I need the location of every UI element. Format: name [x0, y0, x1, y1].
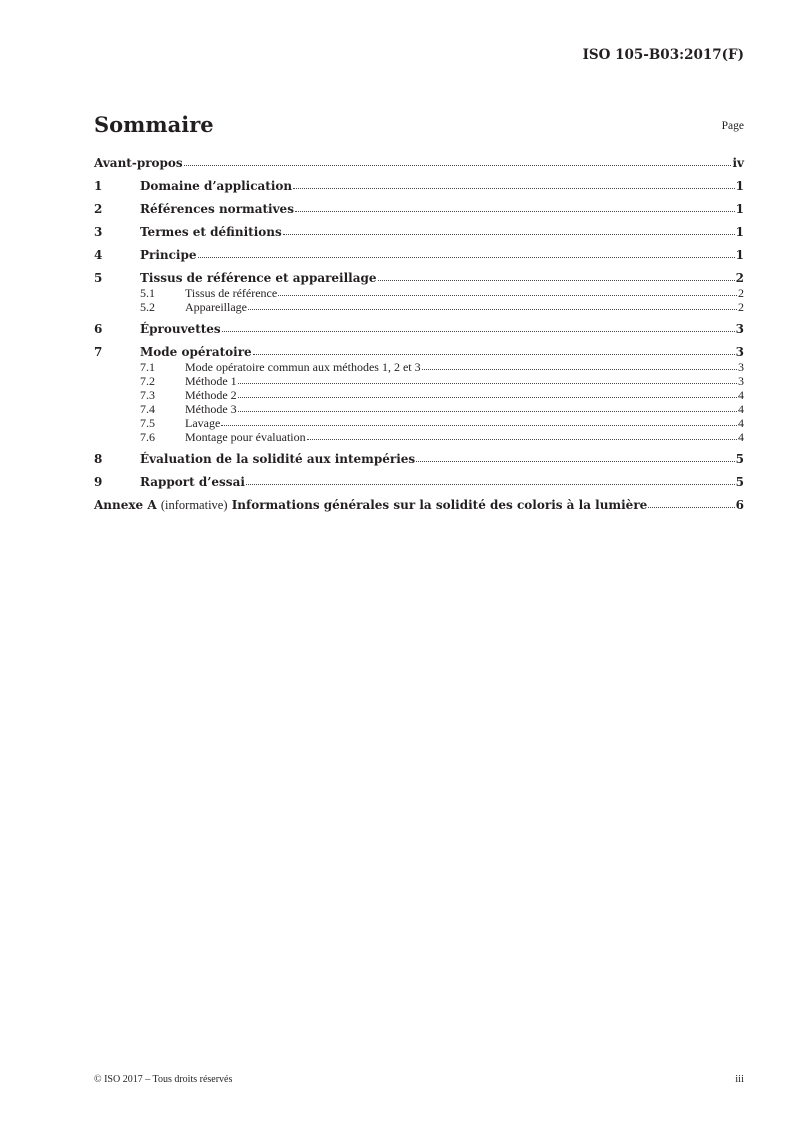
dot-leader [253, 354, 735, 355]
toc-subentry-page: 2 [738, 300, 744, 314]
dot-leader [184, 165, 732, 166]
toc-subentry-number: 5.2 [140, 300, 155, 314]
footer-copyright: © ISO 2017 – Tous droits réservés [94, 1074, 233, 1085]
footer-page-number: iii [735, 1074, 744, 1085]
toc-subentry-page: 4 [738, 430, 744, 444]
dot-leader [246, 484, 735, 485]
annex-prefix: Annexe A [94, 498, 157, 512]
toc-entry-3[interactable] [94, 224, 744, 240]
toc-subentry-label: Appareillage [185, 300, 247, 314]
toc-entry-4[interactable] [94, 247, 744, 263]
toc-subentry-7-4[interactable] [94, 402, 744, 416]
toc-entry-7[interactable] [94, 344, 744, 360]
toc-subentry-number: 7.5 [140, 416, 155, 430]
annex-type: (informative) [160, 498, 228, 512]
annex-label: Informations générales sur la solidité des coloris à la lumière [231, 498, 648, 512]
toc-entry-number: 7 [94, 345, 103, 359]
toc-entry-1[interactable] [94, 178, 744, 194]
toc-subentry-number: 7.3 [140, 388, 155, 402]
toc-subentry-7-3[interactable] [94, 388, 744, 402]
dot-leader [248, 309, 737, 310]
toc-subentry-page: 4 [738, 388, 744, 402]
dot-leader [295, 211, 735, 212]
toc-entry-page: 1 [735, 202, 744, 216]
toc-subentry-label: Mode opératoire commun aux méthodes 1, 2 et 3 [185, 360, 421, 374]
toc-subentry-page: 3 [738, 374, 744, 388]
toc-subentry-label: Méthode 3 [185, 402, 237, 416]
dot-leader [238, 411, 737, 412]
toc-entry-number: 6 [94, 322, 103, 336]
toc-entry-label: Principe [140, 248, 197, 262]
toc-entry-label: Domaine d’application [140, 179, 293, 193]
toc-subentry-label: Montage pour évaluation [185, 430, 306, 444]
table-of-contents [94, 155, 744, 513]
toc-subentry-5-1[interactable] [94, 286, 744, 300]
toc-entry-page: iv [732, 156, 744, 170]
toc-entry-label: Tissus de référence et appareillage [140, 271, 377, 285]
toc-subentry-7-5[interactable] [94, 416, 744, 430]
toc-entry-label: Rapport d’essai [140, 475, 245, 489]
toc-entry-number: 8 [94, 452, 103, 466]
toc-title-row [94, 112, 744, 142]
toc-subentry-7-2[interactable] [94, 374, 744, 388]
toc-entry-page: 1 [735, 179, 744, 193]
toc-entry-2[interactable] [94, 201, 744, 217]
toc-entry-8[interactable] [94, 451, 744, 467]
toc-entry-6[interactable] [94, 321, 744, 337]
toc-subentry-label: Lavage [185, 416, 221, 430]
toc-entry-page: 1 [735, 225, 744, 239]
toc-entry-foreword[interactable] [94, 155, 744, 171]
dot-leader [238, 383, 737, 384]
dot-leader [648, 507, 734, 508]
toc-entry-9[interactable] [94, 474, 744, 490]
dot-leader [293, 188, 735, 189]
dot-leader [238, 397, 737, 398]
toc-title: Sommaire [94, 112, 214, 137]
toc-entry-label: Évaluation de la solidité aux intempéries [140, 452, 416, 466]
toc-subentry-page: 4 [738, 416, 744, 430]
toc-entry-5[interactable] [94, 270, 744, 286]
toc-entry-number: 4 [94, 248, 103, 262]
dot-leader [422, 369, 737, 370]
dot-leader [378, 280, 735, 281]
toc-subentry-page: 4 [738, 402, 744, 416]
toc-subentry-page: 3 [738, 360, 744, 374]
toc-subentry-7-1[interactable] [94, 360, 744, 374]
toc-entry-page: 2 [735, 271, 744, 285]
toc-subentry-page: 2 [738, 286, 744, 300]
dot-leader [283, 234, 735, 235]
dot-leader [416, 461, 734, 462]
toc-entry-label: Mode opératoire [140, 345, 252, 359]
toc-subentry-number: 7.1 [140, 360, 155, 374]
page-column-label: Page [721, 120, 744, 132]
toc-entry-page: 3 [735, 322, 744, 336]
toc-entry-number: 1 [94, 179, 103, 193]
dot-leader [198, 257, 735, 258]
dot-leader [307, 439, 737, 440]
toc-entry-annex-a[interactable] [94, 497, 744, 513]
toc-entry-number: 2 [94, 202, 103, 216]
toc-subentry-label: Méthode 1 [185, 374, 237, 388]
dot-leader [278, 295, 737, 296]
toc-entry-page: 3 [735, 345, 744, 359]
toc-entry-number: 9 [94, 475, 103, 489]
toc-subentry-5-2[interactable] [94, 300, 744, 314]
toc-entry-label: Avant-propos [94, 156, 183, 170]
toc-entry-page: 6 [735, 498, 744, 512]
toc-subentry-number: 7.6 [140, 430, 155, 444]
toc-subentry-7-6[interactable] [94, 430, 744, 444]
toc-subentry-number: 7.2 [140, 374, 155, 388]
toc-subentry-label: Tissus de référence [185, 286, 278, 300]
toc-subentry-number: 7.4 [140, 402, 155, 416]
toc-entry-page: 5 [735, 452, 744, 466]
document-reference: ISO 105-B03:2017(F) [582, 47, 744, 63]
toc-entry-label: Éprouvettes [140, 322, 221, 336]
toc-subentry-label: Méthode 2 [185, 388, 237, 402]
toc-entry-page: 1 [735, 248, 744, 262]
toc-subentry-number: 5.1 [140, 286, 155, 300]
dot-leader [221, 425, 737, 426]
toc-entry-number: 3 [94, 225, 103, 239]
dot-leader [222, 331, 735, 332]
toc-entry-page: 5 [735, 475, 744, 489]
toc-entry-number: 5 [94, 271, 103, 285]
toc-entry-label: Références normatives [140, 202, 294, 216]
toc-entry-label: Termes et définitions [140, 225, 282, 239]
